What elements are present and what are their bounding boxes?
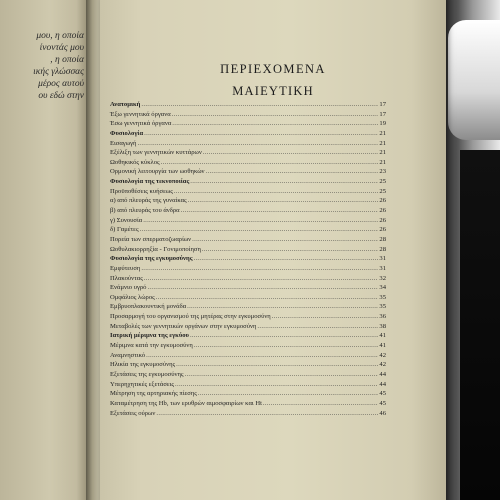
toc-entry	[110, 274, 386, 284]
left-page-line: , η οποία	[50, 55, 84, 65]
toc-entry-label: Φυσιολογία της τεκνοποιίας	[110, 178, 190, 186]
toc-entry-page: 45	[379, 399, 386, 407]
toc-entry-page: 36	[379, 313, 386, 321]
toc-entry-label: Έξω γεννητικά όργανα	[110, 110, 171, 118]
toc-entry-page: 41	[379, 332, 386, 340]
toc-entry	[110, 389, 386, 399]
toc-entry-page: 19	[379, 120, 386, 128]
toc-entry	[110, 206, 386, 216]
toc-entry-page: 23	[379, 168, 386, 176]
section-title: ΜΑΙΕΥΤΙΚΗ	[232, 84, 314, 98]
toc-leader-dots	[188, 196, 379, 206]
toc-entry	[110, 331, 386, 341]
toc-entry-label: Έσω γεννητικά όργανα	[110, 120, 172, 128]
left-page	[0, 0, 90, 500]
toc-entry	[110, 399, 386, 409]
toc-leader-dots	[192, 235, 378, 245]
toc-entry	[110, 380, 386, 390]
toc-entry-label: Ηλικία της εγκυμοσύνης	[110, 361, 176, 369]
toc-entry	[110, 322, 386, 332]
toc-entry-label: Προϋποθέσεις κυήσεως	[110, 187, 173, 195]
toc-entry	[110, 139, 386, 149]
toc-entry-page: 26	[379, 216, 386, 224]
toc-entry-label: Πορεία των σπερματοζωαρίων	[110, 235, 192, 243]
toc-entry-page: 26	[379, 226, 386, 234]
toc-entry	[110, 341, 386, 351]
toc-entry	[110, 129, 386, 139]
toc-entry	[110, 187, 386, 197]
toc-entry-label: γ) Συνουσία	[110, 216, 143, 224]
toc-entry	[110, 167, 386, 177]
toc-entry	[110, 119, 386, 129]
toc-entry	[110, 148, 386, 158]
left-page-line: μου, η οποία	[36, 31, 84, 41]
toc-entry	[110, 351, 386, 361]
toc-entry-page: 44	[379, 370, 386, 378]
toc-entry-label: Εμβρυοπλακουντική μονάδα	[110, 303, 187, 311]
toc-entry-label: Εξετάσεις ούρων	[110, 409, 156, 417]
background-dark-area	[460, 150, 500, 500]
toc-entry-page: 32	[379, 274, 386, 282]
toc-entry-page: 35	[379, 303, 386, 311]
toc-leader-dots	[187, 302, 378, 312]
toc-entry	[110, 283, 386, 293]
toc-entry-page: 17	[379, 110, 386, 118]
toc-entry-page: 25	[379, 178, 386, 186]
toc-entry-page: 42	[379, 361, 386, 369]
toc-entry	[110, 216, 386, 226]
toc-leader-dots	[263, 399, 378, 409]
toc-entry	[110, 245, 386, 255]
toc-entry-page: 31	[379, 264, 386, 272]
toc-entry-page: 17	[379, 101, 386, 108]
toc-entry-label: Εμφύτευση	[110, 264, 141, 272]
page-title: ΠΕΡΙΕΧΟΜΕΝΑ	[220, 62, 326, 76]
toc-leader-dots	[194, 341, 379, 351]
contents-page	[100, 0, 446, 500]
toc-entry-page: 25	[379, 187, 386, 195]
toc-entry-label: Υπερηχητικές εξετάσεις	[110, 380, 175, 388]
toc-leader-dots	[141, 100, 378, 110]
toc-entry-label: Ωοθυλακιορρηξία - Γονιμοποίηση	[110, 245, 201, 253]
toc-entry	[110, 235, 386, 245]
toc-entry-label: Προσαρμογή του οργανισμού της μητέρας στην εγκυμοσύνη	[110, 313, 271, 321]
toc-leader-dots	[185, 370, 379, 380]
toc-leader-dots	[147, 283, 378, 293]
toc-entry-page: 26	[379, 207, 386, 215]
toc-entry-label: Καταμέτρηση της Hb, των ερυθρών αιμοσφαιρίων και Ht	[110, 399, 262, 407]
toc-entry-label: Ορμονική λειτουργία των ωοθηκών	[110, 168, 205, 176]
left-page-line: ίνοντάς μου	[39, 43, 84, 53]
toc-entry-page: 26	[379, 197, 386, 205]
toc-leader-dots	[206, 167, 379, 177]
toc-entry-label: Ωοθηκικός κύκλος	[110, 158, 160, 166]
toc-leader-dots	[190, 331, 378, 341]
toc-entry-page: 21	[379, 149, 386, 157]
toc-leader-dots	[172, 119, 378, 129]
toc-entry	[110, 196, 386, 206]
toc-entry	[110, 177, 386, 187]
toc-entry	[110, 302, 386, 312]
toc-entry-label: Εισαγωγή	[110, 139, 137, 147]
toc-entry-page: 34	[379, 284, 386, 292]
toc-leader-dots	[176, 360, 378, 370]
toc-leader-dots	[156, 293, 379, 303]
toc-entry-label: Μεταβολές των γεννητικών οργάνων στην εγκυμοσύνη	[110, 322, 257, 330]
toc-entry-label: Πλακούντας	[110, 274, 143, 282]
toc-leader-dots	[198, 389, 378, 399]
toc-entry-page: 21	[379, 139, 386, 147]
toc-entry-label: δ) Γαμέτες	[110, 226, 139, 234]
toc-leader-dots	[137, 139, 378, 149]
toc-entry	[110, 360, 386, 370]
toc-leader-dots	[257, 322, 378, 332]
toc-entry	[110, 370, 386, 380]
toc-leader-dots	[194, 254, 379, 264]
toc-entry-label: Αναμνηστικό	[110, 351, 146, 359]
toc-leader-dots	[161, 158, 379, 168]
toc-entry-page: 44	[379, 380, 386, 388]
toc-entry-page: 28	[379, 245, 386, 253]
toc-leader-dots	[203, 148, 379, 158]
toc-leader-dots	[175, 380, 378, 390]
toc-entry-label: Ομφάλιος λώρος	[110, 293, 155, 301]
toc-entry-page: 31	[379, 255, 386, 263]
toc-leader-dots	[272, 312, 379, 322]
toc-leader-dots	[143, 216, 378, 226]
toc-leader-dots	[172, 110, 379, 120]
toc-leader-dots	[144, 129, 378, 139]
toc-entry-label: Εξετάσεις της εγκυμοσύνης	[110, 370, 184, 378]
toc-leader-dots	[202, 245, 379, 255]
background-light	[448, 20, 500, 140]
toc-entry-label: Ενάμνιο υγρό	[110, 284, 147, 292]
toc-leader-dots	[181, 206, 379, 216]
left-page-line: μέρος αυτού	[38, 79, 84, 89]
toc-leader-dots	[190, 177, 378, 187]
left-page-text	[33, 30, 84, 102]
toc-entry-page: 21	[379, 158, 386, 166]
toc-entry	[110, 264, 386, 274]
toc-entry	[110, 100, 386, 110]
toc-entry	[110, 110, 386, 120]
toc-leader-dots	[156, 409, 378, 419]
toc-entry	[110, 158, 386, 168]
toc-entry	[110, 409, 386, 419]
background-window	[440, 0, 500, 500]
toc-entry	[110, 225, 386, 235]
left-page-line: ου εδώ στην	[38, 91, 84, 101]
toc-entry-label: Φυσιολογία	[110, 129, 144, 137]
toc-leader-dots	[144, 274, 379, 284]
toc-leader-dots	[174, 187, 379, 197]
toc-entry	[110, 293, 386, 303]
toc-entry	[110, 312, 386, 322]
toc-leader-dots	[146, 351, 378, 361]
toc-entry-page: 45	[379, 390, 386, 398]
toc-entry-label: Φυσιολογία της εγκυμοσύνης	[110, 255, 193, 263]
toc-entry-label: Μέτρηση της αρτηριακής πίεσης	[110, 390, 197, 398]
toc-entry-page: 21	[379, 129, 386, 137]
table-of-contents	[110, 100, 386, 418]
toc-entry-label: Ανατομική	[110, 101, 141, 108]
toc-entry-label: β) από πλευράς του άνδρα	[110, 207, 180, 215]
left-page-line: ικής γλώσσας	[33, 67, 84, 77]
toc-leader-dots	[140, 225, 379, 235]
toc-entry-page: 42	[379, 351, 386, 359]
toc-leader-dots	[141, 264, 378, 274]
toc-entry-label: Εξέλιξη των γεννητικών κυττάρων	[110, 149, 202, 157]
toc-entry-page: 38	[379, 322, 386, 330]
toc-entry-label: Μέριμνα κατά την εγκυμοσύνη	[110, 342, 193, 350]
toc-entry-page: 41	[379, 342, 386, 350]
toc-entry-page: 28	[379, 235, 386, 243]
toc-entry-label: α) από πλευράς της γυναίκας	[110, 197, 187, 205]
toc-entry-page: 35	[379, 293, 386, 301]
toc-entry	[110, 254, 386, 264]
toc-entry-page: 46	[379, 409, 386, 417]
toc-entry-label: Ιατρική μέριμνα της εγκύου	[110, 332, 189, 340]
